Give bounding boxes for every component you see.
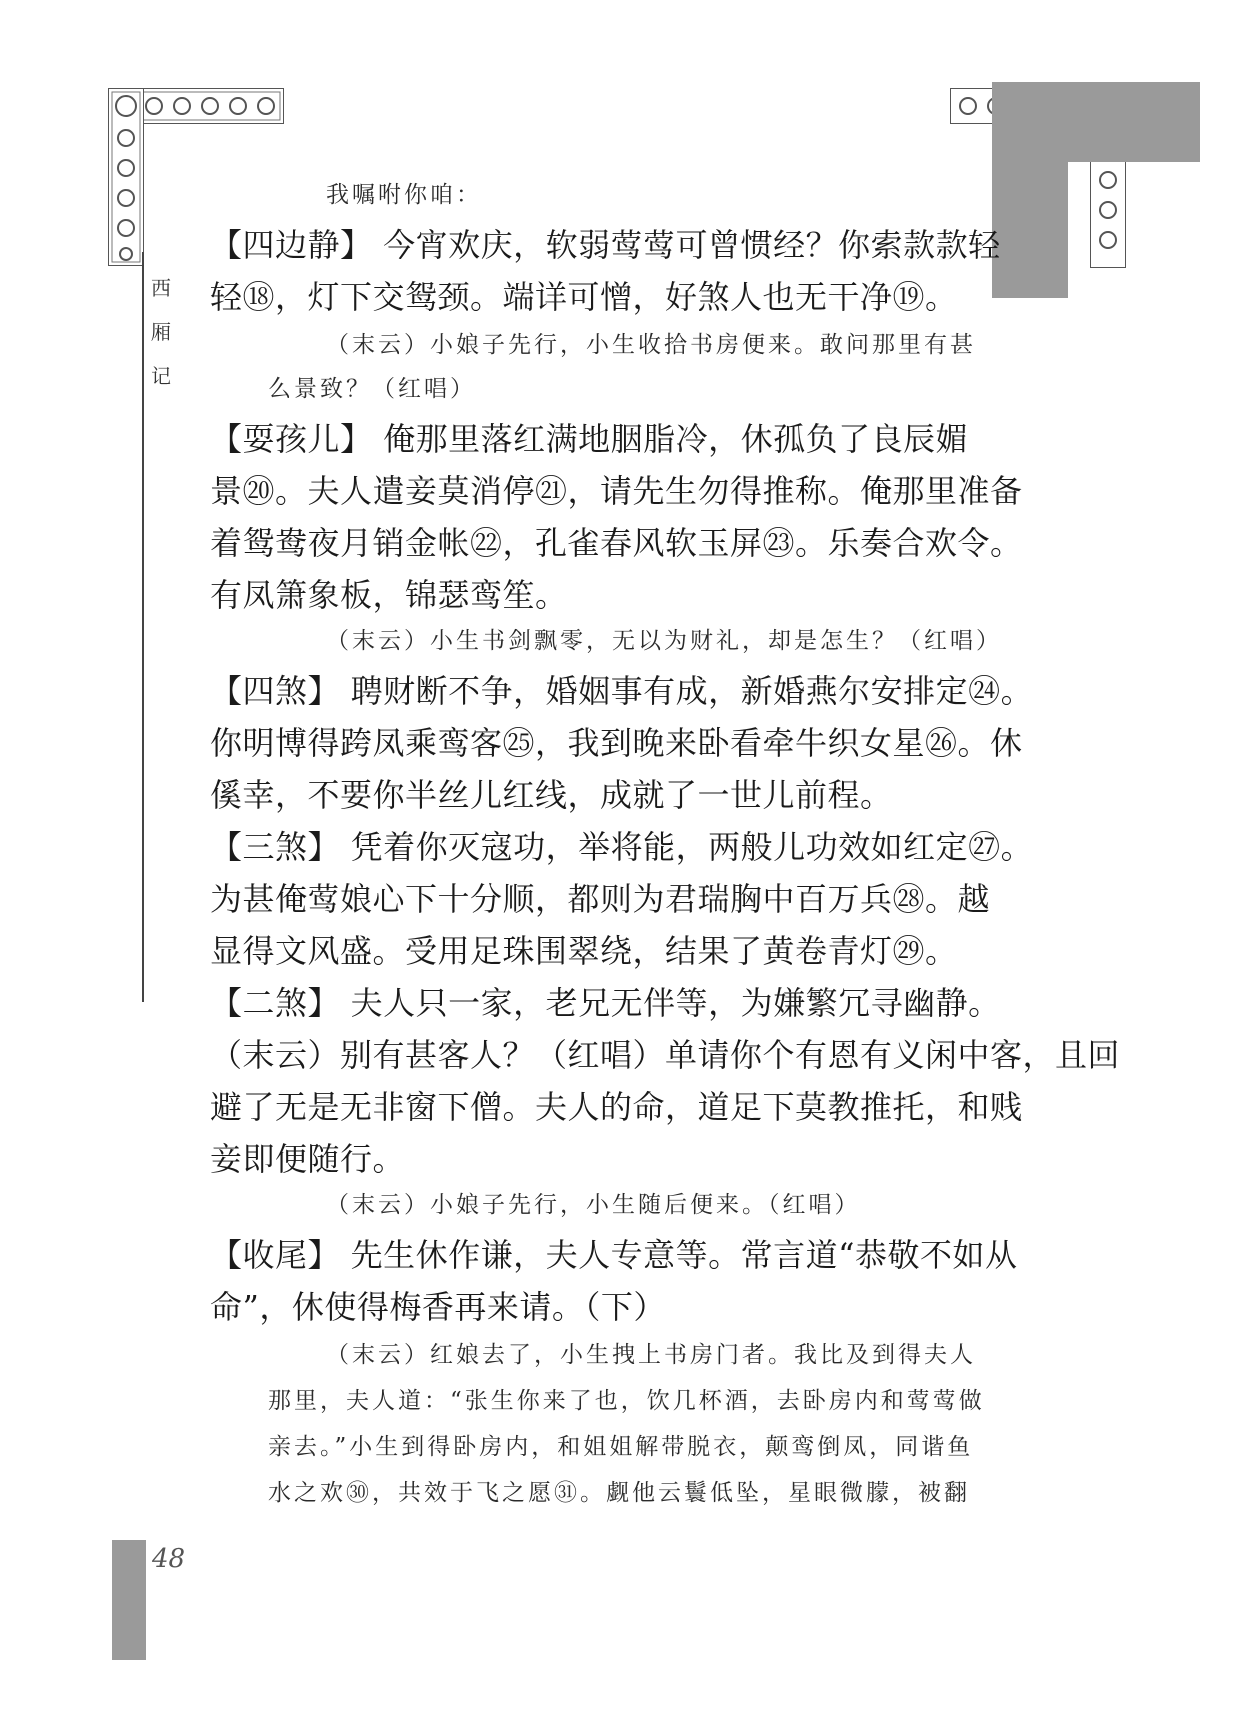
page-number: 48 bbox=[152, 1544, 186, 1574]
text-line: （末云）小娘子先行，小生收拾书房便来。敢问那里有甚 bbox=[326, 332, 976, 358]
ornament-border-left bbox=[108, 88, 144, 266]
text-line: （末云）小娘子先行，小生随后便来。（红唱） bbox=[326, 1192, 861, 1218]
text-line: 亲去。”小生到得卧房内，和姐姐解带脱衣，颠鸾倒凤，同谐鱼 bbox=[268, 1434, 974, 1460]
running-title-char: 厢 bbox=[151, 320, 171, 344]
text-line: 你明博得跨凤乘鸾客㉕，我到晚来卧看牵牛织女星㉖。休 bbox=[210, 724, 1023, 762]
text-line: 傒幸，不要你半丝儿红线，成就了一世儿前程。 bbox=[210, 776, 893, 814]
running-title bbox=[147, 266, 175, 398]
running-title-char: 西 bbox=[151, 276, 171, 300]
text-line: 【四煞】 聘财断不争，婚姻事有成，新婚燕尔安排定㉔。 bbox=[210, 672, 1034, 710]
text-line: 避了无是无非窗下僧。夫人的命，道足下莫教推托，和贱 bbox=[210, 1088, 1023, 1126]
text-line: 我嘱咐你咱： bbox=[326, 182, 482, 208]
text-line: 那里，夫人道：“张生你来了也，饮几杯酒，去卧房内和莺莺做 bbox=[268, 1388, 985, 1414]
text-line: 【四边静】 今宵欢庆，软弱莺莺可曾惯经？你索款款轻 bbox=[210, 226, 1001, 264]
text-line: （末云）别有甚客人？（红唱）单请你个有恩有义闲中客，且回 bbox=[210, 1036, 1121, 1074]
text-line: 显得文风盛。受用足珠围翠绕，结果了黄卷青灯㉙。 bbox=[210, 932, 958, 970]
text-line: 【收尾】 先生休作谦，夫人专意等。常言道“恭敬不如从 bbox=[210, 1236, 1018, 1274]
text-line: 景⑳。夫人遣妾莫消停㉑，请先生勿得推称。俺那里准备 bbox=[210, 472, 1023, 510]
text-line: 【耍孩儿】 俺那里落红满地胭脂冷，休孤负了良辰媚 bbox=[210, 420, 969, 458]
margin-rule bbox=[142, 252, 144, 1002]
text-line: 为甚俺莺娘心下十分顺，都则为君瑞胸中百万兵㉘。越 bbox=[210, 880, 991, 918]
text-line: 么景致？（红唱） bbox=[268, 376, 476, 402]
running-title-char: 记 bbox=[151, 364, 171, 388]
text-line: 【三煞】 凭着你灭寇功，举将能，两般儿功效如红定㉗。 bbox=[210, 828, 1034, 866]
text-line: （末云）小生书剑飘零，无以为财礼，却是怎生？（红唱） bbox=[326, 628, 1002, 654]
ornament-border-right bbox=[1090, 160, 1126, 268]
text-line: （末云）红娘去了，小生拽上书房门者。我比及到得夫人 bbox=[326, 1342, 976, 1368]
text-line: 着鸳鸯夜月销金帐㉒，孔雀春风软玉屏㉓。乐奏合欢令。 bbox=[210, 524, 1023, 562]
folio-bar bbox=[112, 1540, 146, 1660]
text-line: 【二煞】 夫人只一家，老兄无伴等，为嫌繁冗寻幽静。 bbox=[210, 984, 1001, 1022]
redaction-block bbox=[992, 82, 1068, 298]
text-line: 有凤箫象板，锦瑟鸾笙。 bbox=[210, 576, 568, 614]
text-line: 妾即便随行。 bbox=[210, 1140, 406, 1178]
text-line: 水之欢㉚，共效于飞之愿㉛。觑他云鬟低坠，星眼微朦，被翻 bbox=[268, 1480, 970, 1506]
text-line: 轻⑱，灯下交鸳颈。端详可憎，好煞人也无干净⑲。 bbox=[210, 278, 958, 316]
text-line: 命”，休使得梅香再来请。（下） bbox=[210, 1288, 666, 1326]
